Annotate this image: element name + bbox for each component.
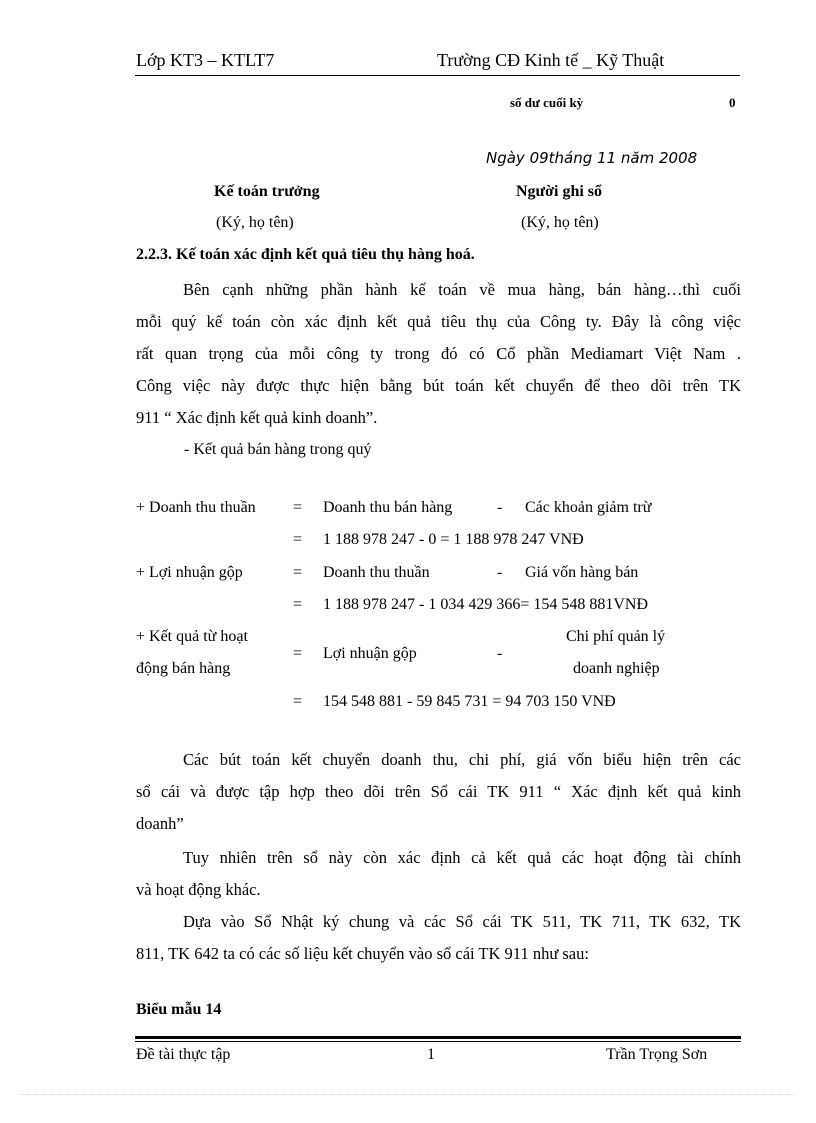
footer-rule-thick xyxy=(135,1036,741,1039)
formula-net-revenue-calc: 1 188 978 247 - 0 = 1 188 978 247 VNĐ xyxy=(323,531,584,548)
formula-sales-result-b-2: doanh nghiệp xyxy=(573,660,660,677)
paragraph-1-line: Công việc này được thực hiện bằng bút toán kết chuyển để theo dõi trên TK xyxy=(136,376,741,395)
formula-gross-profit-label: + Lợi nhuận gộp xyxy=(136,564,243,581)
paragraph-2 xyxy=(136,744,741,840)
formula-equals: = xyxy=(293,645,303,662)
formula-equals: = xyxy=(293,693,303,710)
formula-minus: - xyxy=(497,645,503,662)
footer-rule-thin xyxy=(135,1041,741,1042)
paragraph-3 xyxy=(136,842,741,906)
formula-gross-profit-calc: 1 188 978 247 - 1 034 429 366= 154 548 881VNĐ xyxy=(323,596,649,613)
section-heading: 2.2.3. Kế toán xác định kết quả tiêu thụ hàng hoá. xyxy=(136,246,475,263)
formula-minus: - xyxy=(497,564,503,581)
formula-net-revenue-label: + Doanh thu thuần xyxy=(136,499,256,516)
paragraph-2-line: sổ cái và được tập hợp theo dõi trên Sổ cái TK 911 “ Xác định kết quả kinh xyxy=(136,782,741,801)
paragraph-1-line: Bên cạnh những phần hành kế toán về mua hàng, bán hàng…thì cuối xyxy=(183,280,741,299)
chief-accountant-title: Kế toán trưởng xyxy=(214,183,320,200)
recorder-title: Người ghi sổ xyxy=(516,183,603,200)
formula-gross-profit-a: Doanh thu thuần xyxy=(323,564,430,581)
balance-label: số dư cuối kỳ xyxy=(510,95,584,110)
sub-point: - Kết quả bán hàng trong quý xyxy=(184,441,372,458)
paragraph-4 xyxy=(136,906,741,970)
page-edge xyxy=(20,1094,796,1095)
balance-value: 0 xyxy=(729,95,736,110)
footer-page-number: 1 xyxy=(427,1046,435,1063)
date-line: Ngày 09tháng 11 năm 2008 xyxy=(486,149,698,167)
form-label: Biểu mẫu 14 xyxy=(136,1001,222,1018)
paragraph-1 xyxy=(136,274,741,434)
formula-minus: - xyxy=(497,499,503,516)
formula-sales-result-b-1: Chi phí quản lý xyxy=(566,628,666,645)
formula-sales-result-label-2: động bán hàng xyxy=(136,660,231,677)
formula-gross-profit-b: Giá vốn hàng bán xyxy=(525,564,639,581)
formula-sales-result-label-1: + Kết quả từ hoạt xyxy=(136,628,248,645)
chief-accountant-note: (Ký, họ tên) xyxy=(216,214,294,231)
paragraph-3-line: và hoạt động khác. xyxy=(136,880,261,899)
formula-equals: = xyxy=(293,596,303,613)
paragraph-3-line: Tuy nhiên trên sổ này còn xác định cả kết quả các hoạt động tài chính xyxy=(183,848,741,867)
paragraph-2-line: Các bút toán kết chuyển doanh thu, chi phí, giá vốn biểu hiện trên các xyxy=(183,750,741,769)
header-school-label: Trường CĐ Kinh tế _ Kỹ Thuật xyxy=(437,50,665,70)
header-rule xyxy=(135,75,740,76)
paragraph-1-line: 911 “ Xác định kết quả kinh doanh”. xyxy=(136,408,378,427)
formula-net-revenue-a: Doanh thu bán hàng xyxy=(323,499,453,516)
formula-net-revenue-b: Các khoản giảm trừ xyxy=(525,499,652,516)
header-class-label: Lớp KT3 – KTLT7 xyxy=(136,50,275,70)
recorder-note: (Ký, họ tên) xyxy=(521,214,599,231)
paragraph-4-line: Dựa vào Sổ Nhật ký chung và các Sổ cái TK 511, TK 711, TK 632, TK xyxy=(183,912,741,931)
footer-author: Trần Trọng Sơn xyxy=(606,1046,708,1063)
footer-topic: Đề tài thực tập xyxy=(136,1046,231,1063)
formula-equals: = xyxy=(293,564,303,581)
formula-sales-result-calc: 154 548 881 - 59 845 731 = 94 703 150 VNĐ xyxy=(323,693,616,710)
paragraph-2-line: doanh” xyxy=(136,814,184,833)
formula-equals: = xyxy=(293,531,303,548)
formula-sales-result-a: Lợi nhuận gộp xyxy=(323,645,417,662)
formula-equals: = xyxy=(293,499,303,516)
paragraph-4-line: 811, TK 642 ta có các số liệu kết chuyển vào sổ cái TK 911 như sau: xyxy=(136,944,589,963)
paragraph-1-line: rất quan trọng của mỗi công ty trong đó có Cổ phần Mediamart Việt Nam . xyxy=(136,344,741,363)
paragraph-1-line: mỗi quý kế toán còn xác định kết quả tiêu thụ của Công ty. Đây là công việc xyxy=(136,312,741,331)
